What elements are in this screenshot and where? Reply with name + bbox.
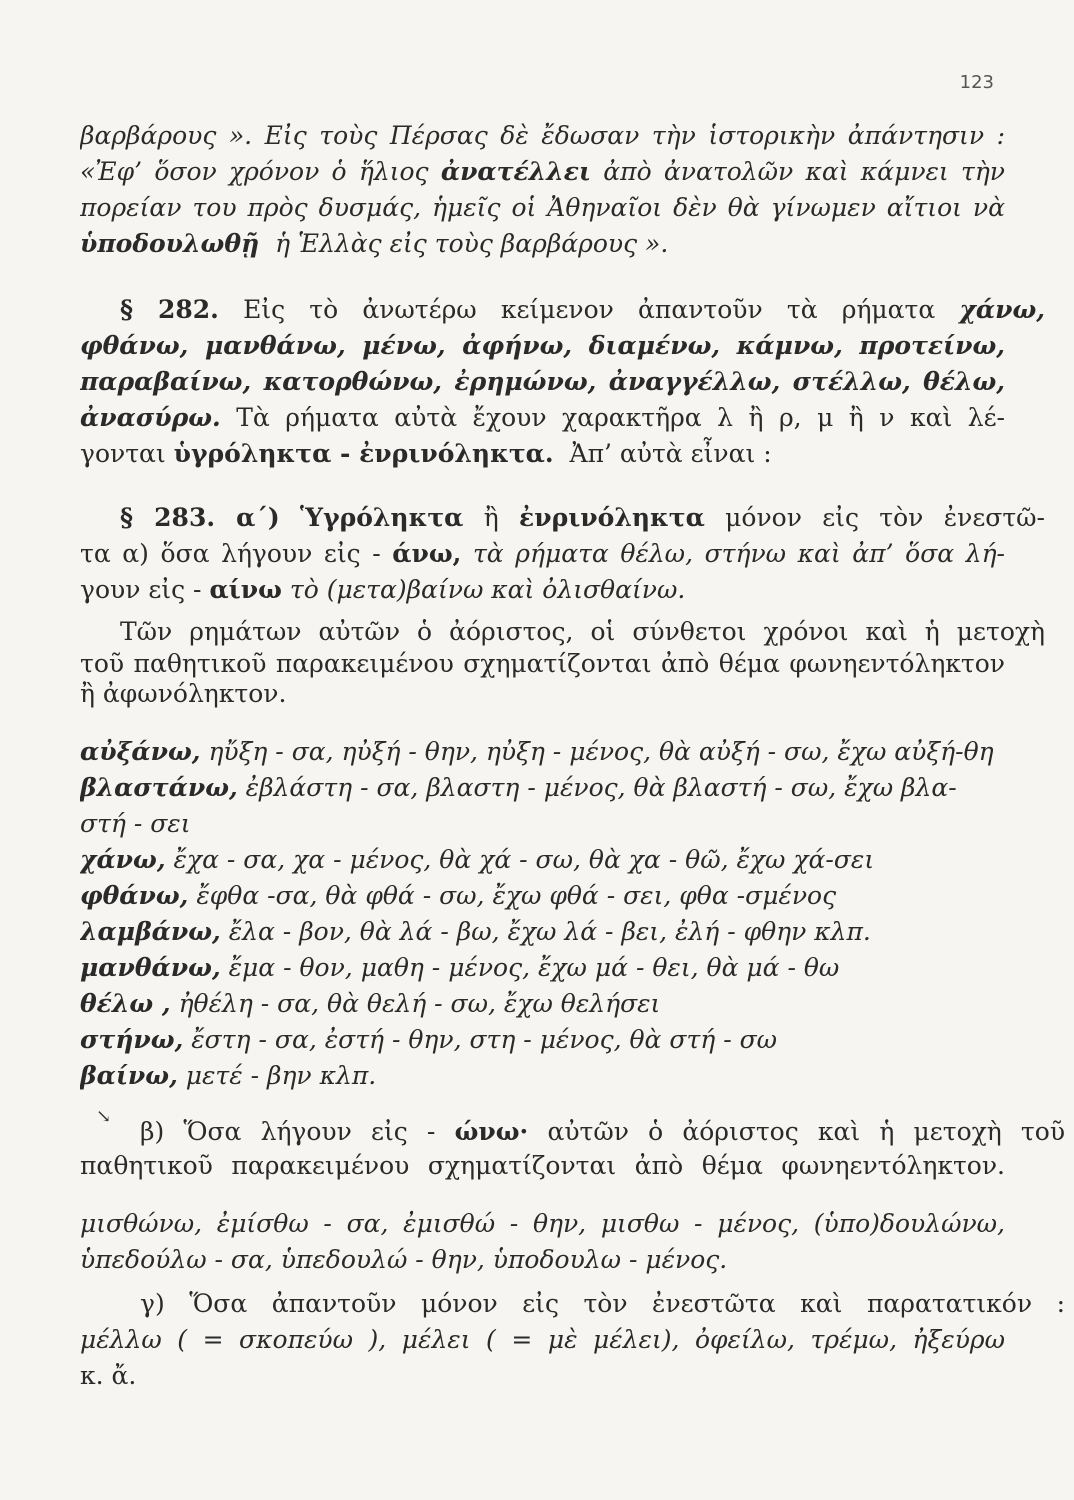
bold-term: άνω, (392, 539, 462, 568)
verb-list: φθάνω, μανθάνω, μένω, ἀφήνω, διαμένω, κάμνω, προτείνω, (80, 331, 1005, 360)
text-span: μισθώνω, ἐμίσθω - σα, ἐμισθώ - θην, μισθω - μένος, (ὑπο)δουλώνω, (80, 1209, 1005, 1238)
verb-forms: στή - σει (80, 809, 191, 838)
text-span: μόνον εἰς τὸν ἐνεστῶ- (725, 503, 1045, 532)
bold-term: Ὑγρόληκτα (300, 503, 464, 532)
bold-word: χάνω, (959, 295, 1045, 324)
conjugation-row (80, 842, 1005, 878)
text-span: Εἰς τὸ ἀνωτέρω κείμενον ἀπαντοῦν τὰ ρήματα (243, 295, 936, 324)
verb-list: παραβαίνω, κατορθώνω, ἐρημώνω, ἀναγγέλλω, στέλλω, θέλω, (80, 367, 1005, 396)
beta-line (80, 1114, 1065, 1150)
verb-forms: ἔστη - σα, ἐστή - θην, στη - μένος, θὰ στή - σω (191, 1025, 778, 1054)
text-span: τὰ ρήματα θέλω, στήνω καὶ ἀπ’ ὅσα λή- (472, 539, 1005, 568)
verb: χάνω, (80, 845, 166, 874)
text-span: μέλλω ( = σκοπεύω ), μέλει ( = μὲ μέλει), ὀφείλω, τρέμω, ἠξεύρω (80, 1325, 1005, 1354)
beta-line (80, 1206, 1005, 1242)
verb-forms: μετέ - βην κλπ. (185, 1061, 377, 1090)
text-span: ἀπὸ ἀνατολῶν καὶ κάμνει τὴν (603, 157, 1005, 186)
text-line (80, 226, 1005, 262)
bold-term: ἐνρινόληκτα (519, 503, 705, 532)
verb-forms: ἐβλάστη - σα, βλαστη - μένος, θὰ βλαστή - σω, ἔχω βλα- (245, 773, 957, 802)
beta-line (80, 1242, 1005, 1278)
text-span: γ) Ὅσα ἀπαντοῦν μόνον εἰς τὸν ἐνεστῶτα καὶ παρατατικόν : (140, 1289, 1065, 1318)
text-span: Τῶν ρημάτων αὐτῶν ὁ ἀόριστος, οἱ σύνθετοι χρόνοι καὶ ἡ μετοχὴ (120, 617, 1045, 646)
text-span: Ἀπ’ αὐτὰ εἶναι : (569, 439, 772, 468)
conjugation-row (80, 914, 1005, 950)
text-span: αὐτῶν ὁ ἀόριστος καὶ ἡ μετοχὴ τοῦ (547, 1117, 1065, 1146)
beta-line (80, 1148, 1005, 1184)
verb-forms: ἔφθα -σα, θὰ φθά - σω, ἔχω φθά - σει, φθα -σμένος (196, 881, 837, 910)
verb: θέλω , (80, 989, 171, 1018)
bold-word: ὑποδουλωθῇ (80, 229, 260, 258)
gamma-line (80, 1322, 1005, 1358)
text-span: τα α) ὅσα λήγουν εἰς - (80, 539, 381, 568)
bold-term: ώνω· (454, 1117, 529, 1146)
section-number: § 282. (120, 295, 219, 324)
section-283-line (80, 572, 1005, 608)
verb-forms: ηὔξη - σα, ηὐξή - θην, ηὐξη - μένος, θὰ αὐξή - σω, ἔχω αὐξή-θη (208, 737, 994, 766)
text-line (80, 190, 1005, 226)
gamma-line (80, 1286, 1065, 1322)
text-span: ἡ Ἑλλὰς εἰς τοὺς βαρβάρους ». (275, 229, 669, 258)
bold-word: ἀνασύρω. (80, 403, 221, 432)
text-span: ἢ (483, 503, 499, 532)
verb: βλαστάνω, (80, 773, 238, 802)
text-span: γονται (80, 439, 166, 468)
text-span: «Ἐφ’ ὅσον χρόνον ὁ ἥλιος (80, 157, 429, 186)
section-282-line (80, 364, 1005, 400)
page-number: 123 (959, 72, 994, 93)
section-282-line (80, 436, 1005, 472)
bold-term: αίνω (209, 575, 282, 604)
text-line (80, 154, 1005, 190)
text-span: τὸ (μετα)βαίνω καὶ ὀλισθαίνω. (289, 575, 686, 604)
text-span: ὑπεδούλω - σα, ὑπεδουλώ - θην, ὑποδουλω - μένος. (80, 1245, 728, 1274)
conjugation-row (80, 878, 1005, 914)
conjugation-row (80, 770, 1005, 806)
margin-arrow-icon: ↘ (96, 1106, 112, 1127)
section-283-line (80, 614, 1045, 650)
section-282-line (80, 328, 1005, 364)
conjugation-row (80, 1058, 1005, 1094)
verb-forms: ἔμα - θον, μαθη - μένος, ἔχω μά - θει, θὰ μά - θω (228, 953, 840, 982)
text-span: πορείαν του πρὸς δυσμάς, ἡμεῖς οἱ Ἀθηναῖοι δὲν θὰ γίνωμεν αἴτιοι νὰ (80, 193, 1005, 222)
text-span: β) Ὅσα λήγουν εἰς - (140, 1117, 436, 1146)
conjugation-row (80, 734, 1005, 770)
bold-word: ἀνατέλλει (440, 157, 592, 186)
text-line (80, 118, 1005, 154)
verb-forms: ἔλα - βον, θὰ λά - βω, ἔχω λά - βει, ἐλή - φθην κλπ. (228, 917, 871, 946)
conjugation-row (80, 950, 1005, 986)
section-283-line (80, 676, 1005, 712)
section-number: § 283. α΄) (120, 503, 280, 532)
verb: μανθάνω, (80, 953, 221, 982)
text-span: ἢ ἀφωνόληκτον. (80, 679, 287, 708)
text-span: Τὰ ρήματα αὐτὰ ἔχουν χαρακτῆρα λ ἢ ρ, μ ἢ ν καὶ λέ- (236, 403, 1005, 432)
conjugation-row (80, 1022, 1005, 1058)
section-283-line (80, 536, 1005, 572)
verb-forms: ἔχα - σα, χα - μένος, θὰ χά - σω, θὰ χα - θῶ, ἔχω χά-σει (173, 845, 875, 874)
conjugation-row (80, 986, 1005, 1022)
verb: στήνω, (80, 1025, 184, 1054)
verb: βαίνω, (80, 1061, 178, 1090)
conjugation-row (80, 806, 1005, 842)
text-span: κ. ἄ. (80, 1361, 137, 1390)
text-span: τοῦ παθητικοῦ παρακειμένου σχηματίζονται ἀπὸ θέμα φωνηεντόληκτον (80, 649, 1005, 678)
gamma-line (80, 1358, 1005, 1394)
section-283-line (80, 500, 1045, 536)
verb: φθάνω, (80, 881, 189, 910)
verb-forms: ἠθέλη - σα, θὰ θελή - σω, ἔχω θελήσει (178, 989, 661, 1018)
text-span: παθητικοῦ παρακειμένου σχηματίζονται ἀπὸ θέμα φωνηεντόληκτον. (80, 1151, 1005, 1180)
section-282-line (80, 292, 1045, 328)
verb: λαμβάνω, (80, 917, 221, 946)
verb: αὐξάνω, (80, 737, 201, 766)
text-span: βαρβάρους ». Εἰς τοὺς Πέρσας δὲ ἔδωσαν τὴν ἱστορικὴν ἀπάντησιν : (80, 121, 1005, 150)
section-282-line (80, 400, 1005, 436)
text-span: γουν εἰς - (80, 575, 202, 604)
bold-term: ὑγρόληκτα - ἐνρινόληκτα. (173, 439, 554, 468)
